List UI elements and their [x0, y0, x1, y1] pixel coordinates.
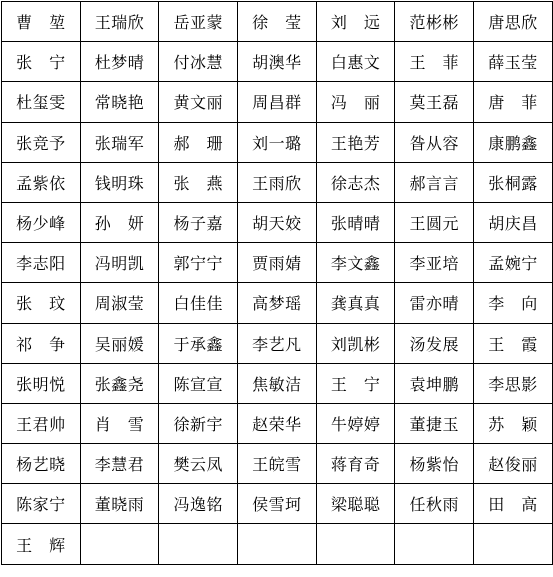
name-cell: 祁 争 [2, 323, 81, 363]
name-cell: 岳亚蒙 [159, 2, 238, 42]
table-row [2, 444, 553, 484]
name-cell: 胡天姣 [238, 202, 317, 242]
name-cell: 刘一璐 [238, 122, 317, 162]
name-cell: 王艳芳 [316, 122, 395, 162]
name-cell: 周淑莹 [80, 283, 159, 323]
empty-cell [474, 524, 553, 565]
name-cell: 王皖雪 [238, 444, 317, 484]
table-row [2, 484, 553, 524]
name-cell: 张 燕 [159, 162, 238, 202]
name-cell: 冯逸铭 [159, 484, 238, 524]
name-cell: 王瑞欣 [80, 2, 159, 42]
table-row [2, 403, 553, 443]
name-cell: 贾雨婧 [238, 243, 317, 283]
empty-cell [80, 524, 159, 565]
table-row [2, 363, 553, 403]
names-table-body [2, 2, 553, 565]
name-cell: 李艺凡 [238, 323, 317, 363]
table-row [2, 42, 553, 82]
name-cell: 侯雪珂 [238, 484, 317, 524]
name-cell: 薛玉莹 [474, 42, 553, 82]
name-cell: 袁坤鹏 [395, 363, 474, 403]
name-cell: 张 宁 [2, 42, 81, 82]
name-cell: 刘 远 [316, 2, 395, 42]
name-cell: 杜梦晴 [80, 42, 159, 82]
name-cell: 张明悦 [2, 363, 81, 403]
name-cell: 张晴晴 [316, 202, 395, 242]
name-cell: 付冰慧 [159, 42, 238, 82]
empty-cell [395, 524, 474, 565]
table-row [2, 162, 553, 202]
name-cell: 赵俊丽 [474, 444, 553, 484]
name-cell: 冯 丽 [316, 82, 395, 122]
name-cell: 龚真真 [316, 283, 395, 323]
name-cell: 李 向 [474, 283, 553, 323]
name-cell: 孟紫依 [2, 162, 81, 202]
table-row [2, 202, 553, 242]
name-cell: 董晓雨 [80, 484, 159, 524]
name-cell: 康鹏鑫 [474, 122, 553, 162]
name-cell: 陈家宁 [2, 484, 81, 524]
name-cell: 陈宣宣 [159, 363, 238, 403]
table-row [2, 82, 553, 122]
name-cell: 唐思欣 [474, 2, 553, 42]
empty-cell [316, 524, 395, 565]
name-cell: 杜玺雯 [2, 82, 81, 122]
name-cell: 李思影 [474, 363, 553, 403]
name-cell: 肖 雪 [80, 403, 159, 443]
name-cell: 蒋育奇 [316, 444, 395, 484]
name-cell: 李慧君 [80, 444, 159, 484]
name-cell: 王君帅 [2, 403, 81, 443]
name-cell: 范彬彬 [395, 2, 474, 42]
name-cell: 唐 菲 [474, 82, 553, 122]
name-cell: 徐新宇 [159, 403, 238, 443]
name-cell: 任秋雨 [395, 484, 474, 524]
name-cell: 张竞予 [2, 122, 81, 162]
name-cell: 白惠文 [316, 42, 395, 82]
name-cell: 杨少峰 [2, 202, 81, 242]
name-cell: 王圆元 [395, 202, 474, 242]
name-cell: 田 高 [474, 484, 553, 524]
name-cell: 王雨欣 [238, 162, 317, 202]
name-cell: 高梦瑶 [238, 283, 317, 323]
empty-cell [238, 524, 317, 565]
name-cell: 昝从容 [395, 122, 474, 162]
name-cell: 钱明珠 [80, 162, 159, 202]
name-cell: 董捷玉 [395, 403, 474, 443]
name-cell: 王 霞 [474, 323, 553, 363]
name-cell: 张 玟 [2, 283, 81, 323]
name-cell: 黄文丽 [159, 82, 238, 122]
name-cell: 郭宁宁 [159, 243, 238, 283]
name-cell: 于承鑫 [159, 323, 238, 363]
empty-cell [159, 524, 238, 565]
name-cell: 郝 珊 [159, 122, 238, 162]
name-cell: 李文鑫 [316, 243, 395, 283]
name-cell: 杨子嘉 [159, 202, 238, 242]
name-cell: 雷亦晴 [395, 283, 474, 323]
name-cell: 周昌群 [238, 82, 317, 122]
name-cell: 胡庆昌 [474, 202, 553, 242]
name-cell: 杨紫怡 [395, 444, 474, 484]
table-row [2, 243, 553, 283]
name-cell: 吴丽媛 [80, 323, 159, 363]
name-cell: 张鑫尧 [80, 363, 159, 403]
name-cell: 曹 堃 [2, 2, 81, 42]
name-cell: 王 辉 [2, 524, 81, 565]
table-row [2, 323, 553, 363]
name-cell: 冯明凯 [80, 243, 159, 283]
name-cell: 刘凯彬 [316, 323, 395, 363]
name-cell: 樊云凤 [159, 444, 238, 484]
name-cell: 李亚培 [395, 243, 474, 283]
table-row [2, 122, 553, 162]
name-cell: 梁聪聪 [316, 484, 395, 524]
name-cell: 牛婷婷 [316, 403, 395, 443]
name-cell: 王 宁 [316, 363, 395, 403]
name-cell: 常晓艳 [80, 82, 159, 122]
name-cell: 杨艺晓 [2, 444, 81, 484]
name-cell: 张桐露 [474, 162, 553, 202]
name-cell: 白佳佳 [159, 283, 238, 323]
name-cell: 莫王磊 [395, 82, 474, 122]
name-cell: 焦敏洁 [238, 363, 317, 403]
names-table [1, 1, 553, 565]
name-cell: 李志阳 [2, 243, 81, 283]
name-cell: 王 菲 [395, 42, 474, 82]
name-cell: 郝言言 [395, 162, 474, 202]
name-cell: 苏 颖 [474, 403, 553, 443]
name-cell: 胡澳华 [238, 42, 317, 82]
table-row [2, 2, 553, 42]
name-cell: 汤发展 [395, 323, 474, 363]
table-row [2, 524, 553, 565]
table-row [2, 283, 553, 323]
name-cell: 徐 莹 [238, 2, 317, 42]
name-cell: 赵荣华 [238, 403, 317, 443]
name-cell: 孟婉宁 [474, 243, 553, 283]
name-cell: 孙 妍 [80, 202, 159, 242]
name-cell: 张瑞军 [80, 122, 159, 162]
name-cell: 徐志杰 [316, 162, 395, 202]
